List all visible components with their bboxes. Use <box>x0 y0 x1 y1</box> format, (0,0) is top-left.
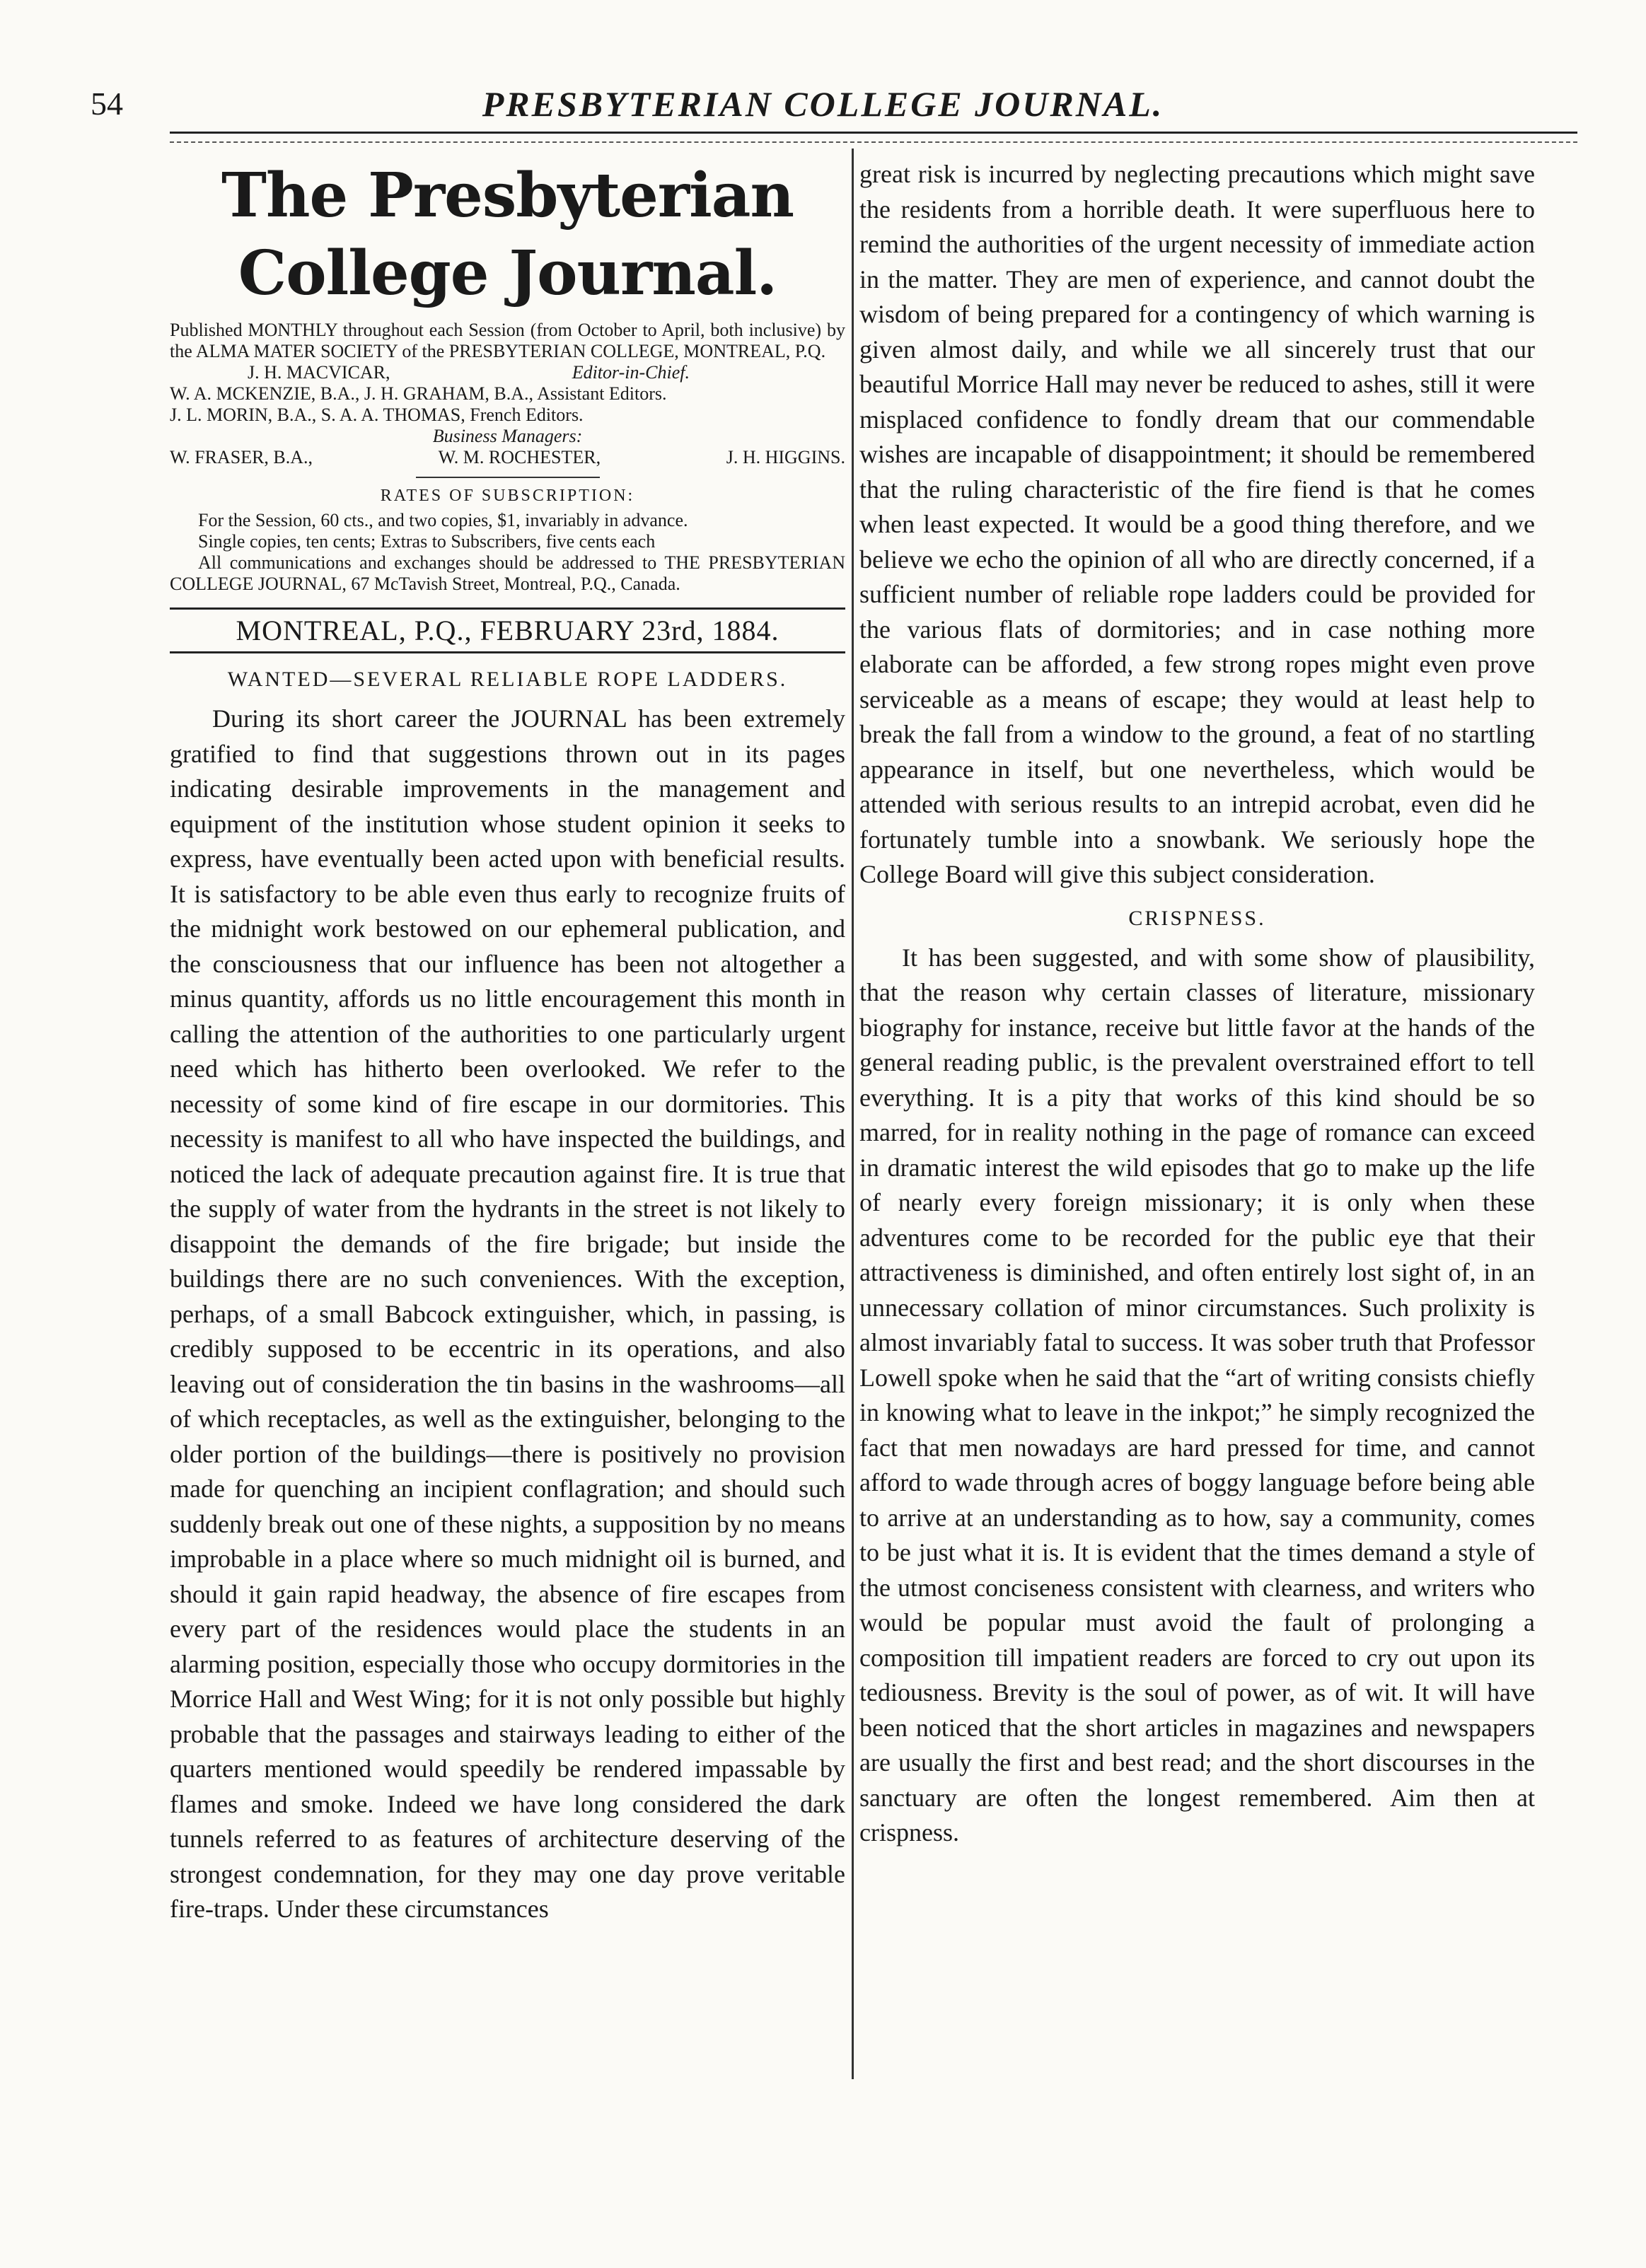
business-manager-3: J. H. HIGGINS. <box>726 447 845 467</box>
editor-in-chief-name: J. H. MACVICAR, <box>248 362 390 383</box>
header-rule <box>170 132 1577 134</box>
editor-in-chief-role: Editor-in-Chief. <box>572 362 690 383</box>
rates-line: All communications and exchanges should be addressed to THE PRESBYTERIAN COLLEGE JOURNAL, 67 McTavish Street, Montreal, P.Q., Canada. <box>170 552 845 594</box>
article-heading-rope-ladders: WANTED—SEVERAL RELIABLE ROPE LADDERS. <box>227 668 788 691</box>
business-managers-label: Business Managers: <box>432 426 583 446</box>
masthead-divider <box>416 477 600 478</box>
rates-heading: RATES OF SUBSCRIPTION: <box>380 487 635 505</box>
article-heading-crispness: CRISPNESS. <box>1128 906 1266 930</box>
header-rule-dashed <box>170 141 1577 144</box>
rates-line: For the Session, 60 cts., and two copies, $1, invariably in advance. <box>198 510 688 530</box>
article-paragraph-continued: great risk is incurred by neglecting precautions which might save the residents from a horrible death. It were superfluous here to remind the authorities of the urgent necessity of immediate action in the matter. They are men of experience, and cannot doubt the wisdom of being prepared for a contingency of which warning is given almost daily, and while we all sincerely trust that our beautiful Morrice Hall may never be reduced to ashes, still it were misplaced confidence to fondly dream that our commendable wishes are incapable of disappointment; it should be remembered that the ruling characteristic of the fire fiend is that he comes when least expected. It would be a good thing therefore, and we believe we echo the opinion of all who are directly concerned, if a sufficient number of reliable rope ladders could be provided for the various flats of dormitories; and in case nothing more elaborate can be afforded, a few strong ropes might even prove serviceable as a means of escape; they would at least help to break the fall from a window to the ground, a feat of no startling appearance in itself, but one nevertheless, which would be attended with serious results to an intrepid acrobat, even did he fortunately tumble into a snowbank. We seriously hope the College Board will give this subject consideration. <box>859 160 1535 888</box>
dateline: MONTREAL, P.Q., FEBRUARY 23rd, 1884. <box>170 607 845 653</box>
business-manager-1: W. FRASER, B.A., <box>170 447 313 467</box>
masthead-imprint: Published MONTHLY throughout each Session (from October to April, both inclusive) by the ALMA MATER SOCIETY of the PRESBYTERIAN COLLEGE, MONTREAL, P.Q. <box>170 320 845 361</box>
article-paragraph: It has been suggested, and with some show of plausibility, that the reason why certain classes of literature, missionary biography for instance, receive but little favor at the hands of the general reading public, is the prevalent overstrained effort to tell everything. It is a pity that works of this kind should be so marred, for in reality nothing in the page of romance can exceed in dramatic interest the wild episodes that go to make up the life of nearly every foreign missionary; it is only when these adventures come to be recorded for the public eye that their attractiveness is diminished, and often entirely lost sight of, in an unnecessary collation of minor circumstances. Such prolixity is almost invariably fatal to success. It was sober truth that Professor Lowell spoke when he said that the “art of writing consists chiefly in knowing what to leave in the inkpot;” he simply recognized the fact that men nowadays are hard pressed for time, and cannot afford to wade through acres of boggy language before being able to arrive at an understanding as to how, say a community, comes to be just what it is. It is evident that the times demand a style of the utmost conciseness consistent with clearness, and writers who would be popular must avoid the fault of prolonging a composition till impatient readers are forced to cry out upon its tediousness. Brevity is the soul of power, as of wit. It will have been noticed that the short articles in magazines and newspapers are usually the first and best read; and the short discourses in the sanctuary are often the longest remembered. Aim then at crispness. <box>859 943 1535 1847</box>
rates-block <box>170 510 845 595</box>
article-paragraph: During its short career the JOURNAL has been extremely gratified to find that suggestions thrown out in its pages indicating desirable improvements in the management and equipment of the institution whose student opinion it seeks to express, have eventually been acted upon with beneficial results. It is satisfactory to be able even thus early to recognize fruits of the midnight work bestowed on our ephemeral publication, and the consciousness that our influence has been not altogether a minus quantity, affords us no little encouragement this month in calling the attention of the authorities to one particularly urgent need which has hitherto been overlooked. We refer to the necessity of some kind of fire escape in our dormitories. This necessity is manifest to all who have inspected the buildings, and noticed the lack of adequate precaution against fire. It is true that the supply of water from the hydrants in the street is not likely to disappoint the demands of the fire brigade; but inside the buildings there are no such conveniences. With the exception, perhaps, of a small Babcock extinguisher, which, in passing, is credibly supposed to be eccentric in its operations, and also leaving out of consideration the tin basins in the washrooms—all of which receptacles, as well as the extinguisher, belonging to the older portion of the buildings—there is positively no provision made for quenching an incipient conflagration; and should such suddenly break out one of these nights, a supposition by no means improbable in a place where so much midnight oil is burned, and should it gain rapid headway, the absence of fire escapes from every part of the residences would place the students in an alarming position, especially those who occupy dormitories in the Morrice Hall and West Wing; for it is not only possible but highly probable that the passages and stairways leading to either of the quarters mentioned would speedily be rendered impassable by flames and smoke. Indeed we have long considered the dark tunnels referred to as features of architecture deserving of the strongest condemnation, for they may one day prove veritable fire-traps. Under these circumstances <box>170 704 845 1923</box>
editor-in-chief-row <box>170 362 845 383</box>
running-head: PRESBYTERIAN COLLEGE JOURNAL. <box>482 84 1164 124</box>
business-manager-2: W. M. ROCHESTER, <box>438 447 601 467</box>
business-managers-row <box>170 447 845 468</box>
rates-line: Single copies, ten cents; Extras to Subscribers, five cents each <box>198 531 656 552</box>
assistant-editors: W. A. MCKENZIE, B.A., J. H. GRAHAM, B.A., Assistant Editors. <box>170 383 667 404</box>
page-number: 54 <box>91 86 123 122</box>
right-column <box>859 157 1535 1851</box>
column-divider <box>852 149 854 2079</box>
left-column <box>170 157 845 1927</box>
french-editors: J. L. MORIN, B.A., S. A. A. THOMAS, French Editors. <box>170 405 584 425</box>
masthead-title: The Presbyterian College Journal. <box>221 160 794 309</box>
